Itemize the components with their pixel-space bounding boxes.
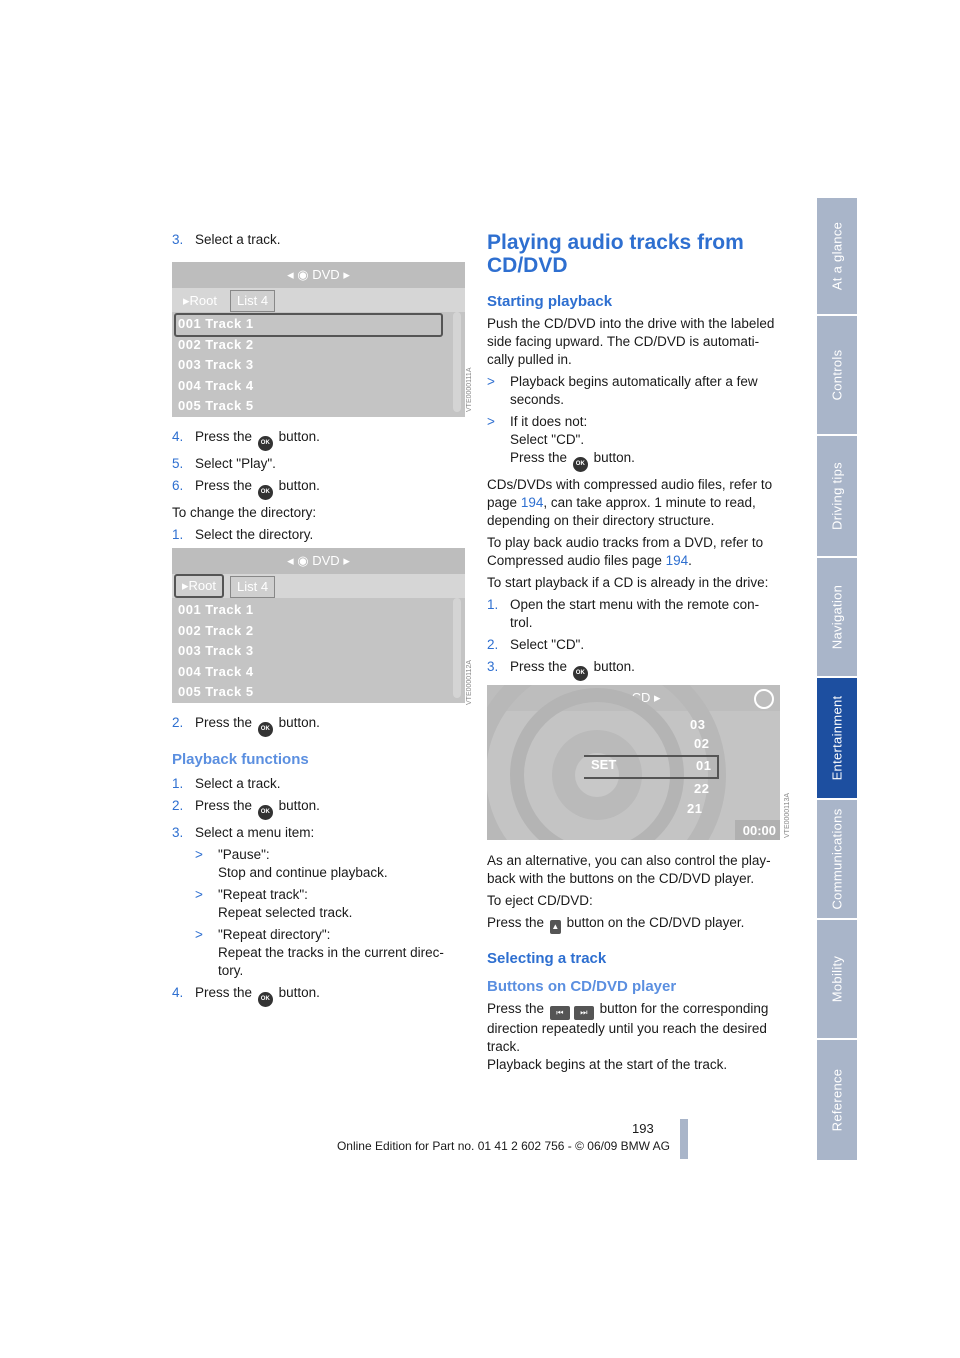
- ok-button-icon: OK: [258, 436, 273, 451]
- step-4: 4. Press the OK button.: [172, 428, 472, 451]
- root-button[interactable]: ▸Root: [183, 293, 217, 308]
- next-track-icon: ⏭: [574, 1006, 594, 1020]
- cd-track-number[interactable]: 22: [694, 781, 710, 796]
- left-column: [172, 231, 472, 253]
- paragraph-buttons: Press the ⏮ ⏭ button for the corresponding direction repeatedly until you reach the desired track. Playback begins at the start of the track.: [487, 1001, 769, 1072]
- dvd-track-screen-2: ◂ ◉ DVD ▸ ▸Root List 4 001 Track 1 002 Track 2 003 Track 3 004 Track 4 005 Track 5: [172, 548, 465, 703]
- step-6: 6. Press the OK button.: [172, 477, 472, 500]
- track-item[interactable]: 001 Track 1: [178, 316, 254, 331]
- bullet-auto: > Playback begins automatically after a few seconds.: [487, 374, 758, 407]
- tab-driving-tips[interactable]: Driving tips: [817, 436, 857, 556]
- tab-at-a-glance[interactable]: At a glance: [817, 198, 857, 314]
- cd-step-1: 1. Open the start menu with the remote con- trol.: [487, 597, 760, 630]
- track-item[interactable]: 005 Track 5: [178, 398, 254, 413]
- left-column-bottom: [172, 714, 472, 1011]
- set-label: SET: [591, 757, 617, 772]
- paragraph-eject-intro: To eject CD/DVD:: [487, 893, 593, 908]
- right-column: [487, 231, 787, 685]
- pf-step-2: 2. Press the OK button.: [172, 797, 472, 820]
- cd-track-number[interactable]: 21: [687, 801, 703, 816]
- change-directory-text: To change the directory:: [172, 505, 317, 520]
- footer-text: Online Edition for Part no. 01 41 2 602 756 - © 06/09 BMW AG: [336, 1139, 670, 1153]
- image-code: VTE0000113A: [784, 792, 791, 838]
- pf-bullet-repeat-track: > "Repeat track": Repeat selected track.: [195, 887, 353, 920]
- paragraph-insert: Push the CD/DVD into the drive with the labeled side facing upward. The CD/DVD is automati- cally pulled in.: [487, 316, 775, 367]
- paragraph-dvd: To play back audio tracks from a DVD, refer to Compressed audio files page 194.: [487, 535, 764, 568]
- track-item[interactable]: 002 Track 2: [178, 337, 254, 352]
- list-button[interactable]: List 4: [230, 576, 275, 598]
- cd-track-number[interactable]: 03: [690, 717, 706, 732]
- paragraph-alternative: As an alternative, you can also control the play- back with the buttons on the CD/DVD player.: [487, 853, 771, 886]
- pf-step-4: 4. Press the OK button.: [172, 984, 472, 1007]
- tab-controls[interactable]: Controls: [817, 316, 857, 434]
- starting-playback-heading: Starting playback: [487, 293, 613, 310]
- track-item[interactable]: 004 Track 4: [178, 378, 254, 393]
- ok-button-icon: OK: [258, 805, 273, 820]
- bullet-manual: > If it does not: Select "CD". Press the OK button.: [487, 413, 787, 472]
- scrollbar[interactable]: [453, 598, 461, 698]
- page-number-bar: [680, 1119, 688, 1159]
- page-number: 193: [632, 1121, 654, 1136]
- left-column-mid: [172, 428, 472, 548]
- tab-navigation[interactable]: Navigation: [817, 558, 857, 676]
- cd-screen: ◂ ◉ CD ▸ SET 03 02 01 22 21 00:00: [487, 685, 780, 840]
- ok-button-icon: OK: [573, 666, 588, 681]
- screen2-header: DVD: [312, 553, 340, 568]
- step-1-directory: 1. Select the directory.: [172, 527, 314, 542]
- cd-track-number[interactable]: 01: [696, 758, 712, 773]
- track-item[interactable]: 002 Track 2: [178, 623, 254, 638]
- image-code: VTE0000111A: [466, 367, 473, 412]
- dvd-track-screen-1: ◂ ◉ DVD ▸ ▸Root List 4 001 Track 1 002 Track 2 003 Track 3 004 Track 4 005 Track 5: [172, 262, 465, 417]
- list-button[interactable]: List 4: [230, 290, 275, 312]
- step-5: 5. Select "Play".: [172, 456, 276, 471]
- ok-button-icon: OK: [258, 485, 273, 500]
- cd-step-2: 2. Select "CD".: [487, 637, 585, 652]
- paragraph-cd-in-drive: To start playback if a CD is already in the drive:: [487, 575, 769, 590]
- track-item[interactable]: 003 Track 3: [178, 643, 254, 658]
- pf-bullet-repeat-directory: > "Repeat directory": Repeat the tracks in the current direc- tory.: [195, 927, 444, 978]
- pf-step-1: 1. Select a track.: [172, 776, 281, 791]
- tab-communications[interactable]: Communications: [817, 800, 857, 918]
- tab-reference[interactable]: Reference: [817, 1040, 857, 1160]
- cd-track-number[interactable]: 02: [694, 736, 710, 751]
- time-label: 00:00: [742, 823, 776, 838]
- playback-functions-heading: Playback functions: [172, 751, 309, 768]
- section-heading: Playing audio tracks from CD/DVD: [487, 231, 744, 277]
- previous-track-icon: ⏮: [550, 1006, 570, 1020]
- pf-step-3: 3. Select a menu item:: [172, 825, 315, 840]
- paragraph-compressed: CDs/DVDs with compressed audio files, refer to page 194, can take approx. 1 minute to read, depending on their directory structure.: [487, 477, 773, 528]
- buttons-heading: Buttons on CD/DVD player: [487, 978, 677, 995]
- root-button[interactable]: ▸Root: [174, 574, 224, 598]
- step-3: 3. Select a track.: [172, 232, 281, 247]
- ok-button-icon: OK: [258, 722, 273, 737]
- tab-mobility[interactable]: Mobility: [817, 920, 857, 1038]
- ok-button-icon: OK: [258, 992, 273, 1007]
- eject-icon: ▲: [550, 920, 561, 934]
- cd-header: CD: [631, 690, 651, 705]
- selecting-track-heading: Selecting a track: [487, 950, 607, 967]
- image-code: VTE0000112A: [466, 659, 473, 705]
- right-column-bottom: [487, 852, 787, 1078]
- track-item[interactable]: 003 Track 3: [178, 357, 254, 372]
- scrollbar[interactable]: [453, 312, 461, 412]
- ok-button-icon: OK: [573, 457, 588, 472]
- track-item[interactable]: 004 Track 4: [178, 664, 254, 679]
- pf-bullet-pause: > "Pause": Stop and continue playback.: [195, 847, 388, 880]
- tab-entertainment[interactable]: Entertainment: [817, 678, 857, 798]
- screen1-header: DVD: [312, 267, 340, 282]
- cd-step-3: 3. Press the OK button.: [487, 658, 787, 681]
- paragraph-eject: Press the ▲ button on the CD/DVD player.: [487, 914, 787, 934]
- page-link[interactable]: 194: [520, 495, 544, 510]
- track-item[interactable]: 005 Track 5: [178, 684, 254, 699]
- track-item[interactable]: 001 Track 1: [178, 602, 254, 617]
- step-2-directory: 2. Press the OK button.: [172, 714, 472, 737]
- page-link[interactable]: 194: [665, 553, 689, 568]
